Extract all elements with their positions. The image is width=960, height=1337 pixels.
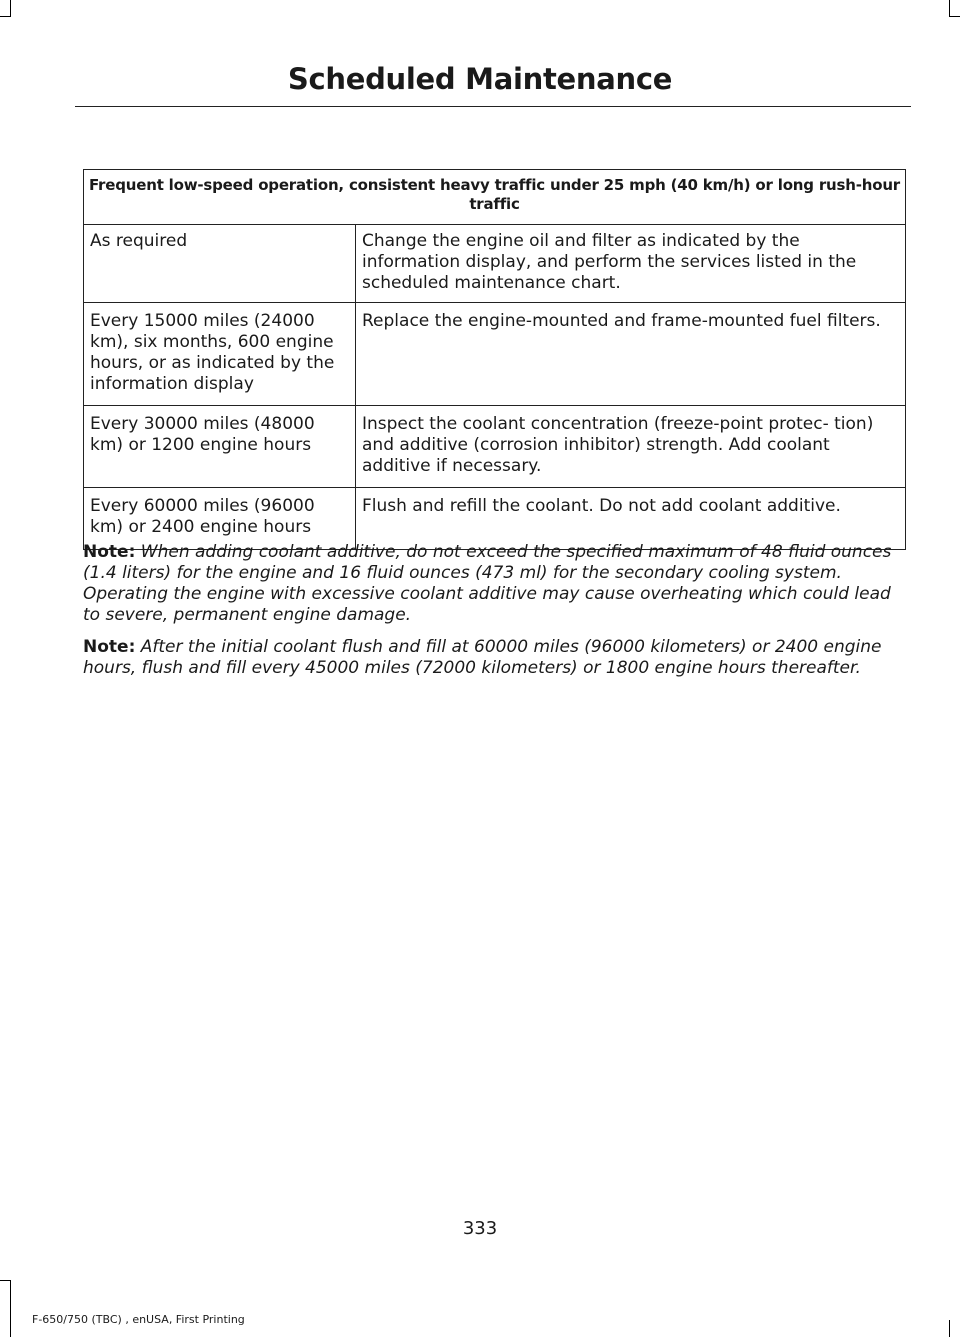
- service-cell: Flush and refill the coolant. Do not add coolant additive.: [356, 488, 906, 550]
- note-coolant-flush: [83, 637, 909, 679]
- table-header-row: [84, 170, 906, 225]
- crop-mark-bottom-left-v: [10, 1280, 11, 1337]
- table-row: [84, 406, 906, 488]
- maintenance-table: [83, 169, 906, 550]
- note-label: Note:: [83, 542, 136, 562]
- crop-mark-bottom-right-v: [949, 1320, 950, 1337]
- interval-cell: As required: [84, 225, 356, 303]
- service-cell: Replace the engine-mounted and frame-mounted fuel filters.: [356, 303, 906, 406]
- crop-mark-bottom-left-h: [0, 1280, 11, 1281]
- table-row: [84, 225, 906, 303]
- note-text: When adding coolant additive, do not exceed the specified maximum of 48 fluid ounces (1.4 liters) for the engine and 16 fluid ounces (473 ml) for the secondary cooling system. Operating the engine with excessive coolant additive may cause overheating which could lead to severe, permanent engine damage.: [83, 542, 892, 625]
- notes-section: [83, 542, 909, 690]
- interval-cell: Every 15000 miles (24000 km), six months, 600 engine hours, or as indicated by the information display: [84, 303, 356, 406]
- table-heading: Frequent low-speed operation, consistent heavy traffic under 25 mph (40 km/h) or long rush-hour traffic: [84, 170, 906, 225]
- service-cell: Change the engine oil and filter as indicated by the information display, and perform the services listed in the scheduled maintenance chart.: [356, 225, 906, 303]
- table-row: [84, 303, 906, 406]
- interval-cell: Every 30000 miles (48000 km) or 1200 engine hours: [84, 406, 356, 488]
- edition-footer: F-650/750 (TBC) , enUSA, First Printing: [32, 1313, 245, 1326]
- crop-mark-top-left-v: [10, 0, 11, 16]
- table-row: [84, 488, 906, 550]
- title-divider: [75, 106, 911, 107]
- page-number: 333: [462, 1218, 498, 1239]
- page-title: Scheduled Maintenance: [287, 62, 673, 96]
- interval-cell: Every 60000 miles (96000 km) or 2400 engine hours: [84, 488, 356, 550]
- crop-mark-top-left-h: [0, 16, 11, 17]
- crop-mark-top-right-v: [949, 0, 950, 16]
- crop-mark-top-right-h: [949, 16, 960, 17]
- service-cell: Inspect the coolant concentration (freeze-point protec- tion) and additive (corrosion inhibitor) strength. Add coolant additive if necessary.: [356, 406, 906, 488]
- note-label: Note:: [83, 637, 136, 657]
- note-text: After the initial coolant flush and fill at 60000 miles (96000 kilometers) or 2400 engine hours, flush and fill every 45000 miles (72000 kilometers) or 1800 engine hours thereafter.: [83, 637, 882, 678]
- note-coolant-additive: [83, 542, 909, 626]
